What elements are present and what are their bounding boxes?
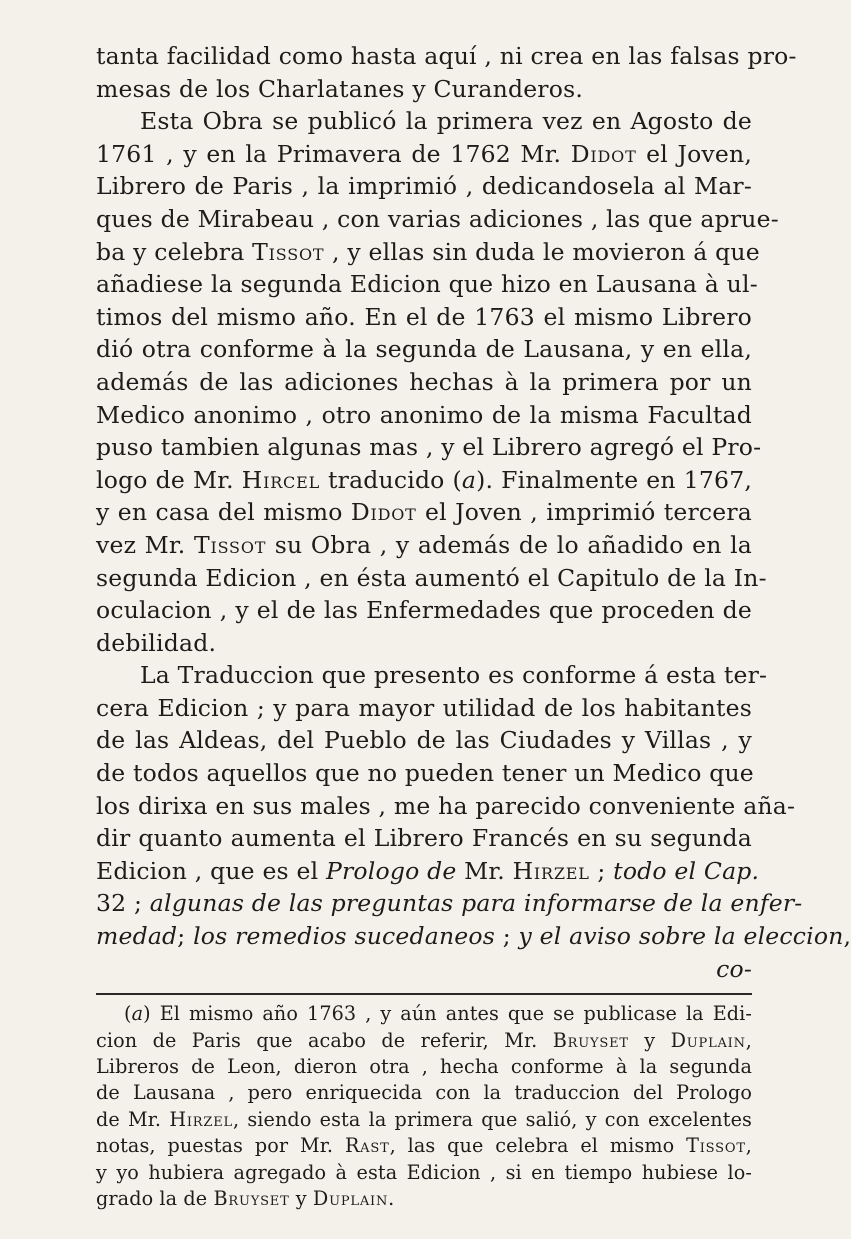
text-segment: ; [502,922,511,951]
text-segment: logo de Mr. [96,465,234,494]
text-segment: ; [177,922,186,951]
footnote-line-8 [96,1186,752,1212]
italic-segment: algunas de las preguntas para informarse de la enfer- [149,889,803,918]
text-segment: , siendo esta la primera que salió, y con excelentes [232,1107,752,1131]
person-name: Tissot [686,1134,746,1158]
text-segment: Edicion , que es el [96,856,319,885]
text-line-15 [96,496,752,529]
footnote-line-7: y yo hubiera agregado à esta Edicion , si en tiempo hubiese lo- [96,1160,752,1184]
text-segment: ba y celebra [96,237,245,266]
footnote-line-4: de Lausana , pero enriquecida con la traduccion del Prologo [96,1081,752,1105]
book-page [96,40,851,1212]
text-segment: traducido ( [328,465,462,494]
text-segment: su Obra , y además de lo añadido en la [274,530,753,559]
text-line-22: de las Aldeas, del Pueblo de las Ciudades y Villas , y [96,726,752,755]
text-segment: vez Mr. [96,530,186,559]
text-line-14 [96,464,752,497]
text-line-6: ques de Mirabeau , con varias adiciones , las que aprue- [96,204,779,233]
text-segment: grado la de [96,1187,208,1211]
text-line-21: cera Edicion ; y para mayor utilidad de los habitantes [96,693,752,722]
text-line-9: timos del mismo año. En el de 1763 el mismo Librero [96,302,752,331]
text-line-25: dir quanto aumenta el Librero Francés en su segunda [96,824,752,853]
person-name: Hircel [241,465,320,494]
footnote-line-3: Libreros de Leon, dieron otra , hecha conforme à la segunda [96,1055,752,1079]
footnote-line-6 [96,1133,752,1159]
text-line-11: además de las adiciones hechas à la primera por un [96,367,752,396]
text-segment: el Joven, [646,139,753,168]
text-line-20: La Traduccion que presento es conforme á esta ter- [140,661,768,690]
italic-segment: y el aviso sobre la eleccion [518,922,844,951]
text-line-1: tanta facilidad como hasta aquí , ni crea en las falsas pro- [96,42,797,70]
text-segment: ) El mismo año 1763 , y aún antes que se publicase la Edi- [143,1002,752,1026]
person-name: Hirzel [512,856,590,885]
person-name: Tissot [252,237,325,266]
text-segment: , [745,1028,752,1052]
text-line-24: los dirixa en sus males , me ha parecido conveniente aña- [96,791,796,820]
person-name: Tissot [193,530,267,559]
text-segment: 32 ; [96,889,143,918]
text-line-19: debilidad. [96,628,217,657]
text-line-26 [96,855,760,888]
person-name: Rast [344,1134,390,1158]
person-name: Didot [570,139,637,168]
text-line-17: segunda Edicion , en ésta aumentó el Capitulo de la In- [96,563,767,592]
person-name: Bruyset [213,1187,290,1211]
footnote-marker: a [461,465,477,494]
text-segment: y [295,1187,307,1211]
text-segment: y en casa del mismo [96,498,343,527]
text-segment: Mr. [464,856,505,885]
italic-segment: Prologo de [325,856,457,885]
text-segment: de Mr. [96,1107,162,1131]
text-segment: , [843,922,851,951]
text-line-2: mesas de los Charlatanes y Curanderos. [96,74,584,103]
text-line-7 [96,236,760,269]
text-line-4 [96,138,752,171]
footnote-marker: a [131,1002,144,1026]
text-line-5: Librero de Paris , la imprimió , dedicandosela al Mar- [96,172,752,201]
person-name: Hirzel [169,1107,233,1131]
body-text [96,40,851,985]
footnote-line-5 [96,1107,752,1133]
person-name: Duplain [670,1028,746,1052]
text-segment: 1761 , y en la Primavera de 1762 Mr. [96,139,562,168]
text-segment: y [644,1028,656,1052]
text-line-12: Medico anonimo , otro anonimo de la misma Facultad [96,400,752,429]
text-segment: el Joven , imprimió tercera [424,498,753,527]
text-segment: notas, puestas por Mr. [96,1134,334,1158]
text-line-16 [96,529,752,562]
text-segment: ( [124,1002,132,1026]
person-name: Duplain [312,1187,389,1211]
text-line-8: añadiese la segunda Edicion que hizo en Lausana à ul- [96,270,758,299]
footnote-divider [96,993,752,995]
text-line-10: dió otra conforme à la segunda de Lausana, y en ella, [96,335,752,364]
footnote-line-2 [96,1028,752,1054]
text-segment: cion de Paris que acabo de referir, Mr. [96,1028,538,1052]
text-segment: , [745,1134,752,1158]
italic-segment: los remedios sucedaneos [193,922,496,951]
text-line-18: oculacion , y el de las Enfermedades que proceden de [96,596,752,625]
text-segment: , las que celebra el mismo [389,1134,675,1158]
person-name: Didot [350,498,417,527]
person-name: Bruyset [552,1028,629,1052]
text-segment: , y ellas sin duda le movieron á que [332,237,760,266]
text-segment: . [388,1187,395,1211]
text-line-3: Esta Obra se publicó la primera vez en Agosto de [140,107,752,136]
footnote-line-1 [96,1001,752,1027]
text-segment: ). Finalmente en 1767, [476,465,753,494]
footnote [96,1001,752,1212]
text-segment: ; [597,856,606,885]
italic-segment: todo el Cap. [613,856,760,885]
text-line-23: de todos aquellos que no pueden tener un Medico que [96,759,754,788]
text-line-28 [96,920,851,953]
catchword: co- [716,954,752,983]
text-line-27 [96,887,803,920]
italic-segment: medad [96,922,178,951]
text-line-13: puso tambien algunas mas , y el Librero agregó el Pro- [96,433,762,462]
